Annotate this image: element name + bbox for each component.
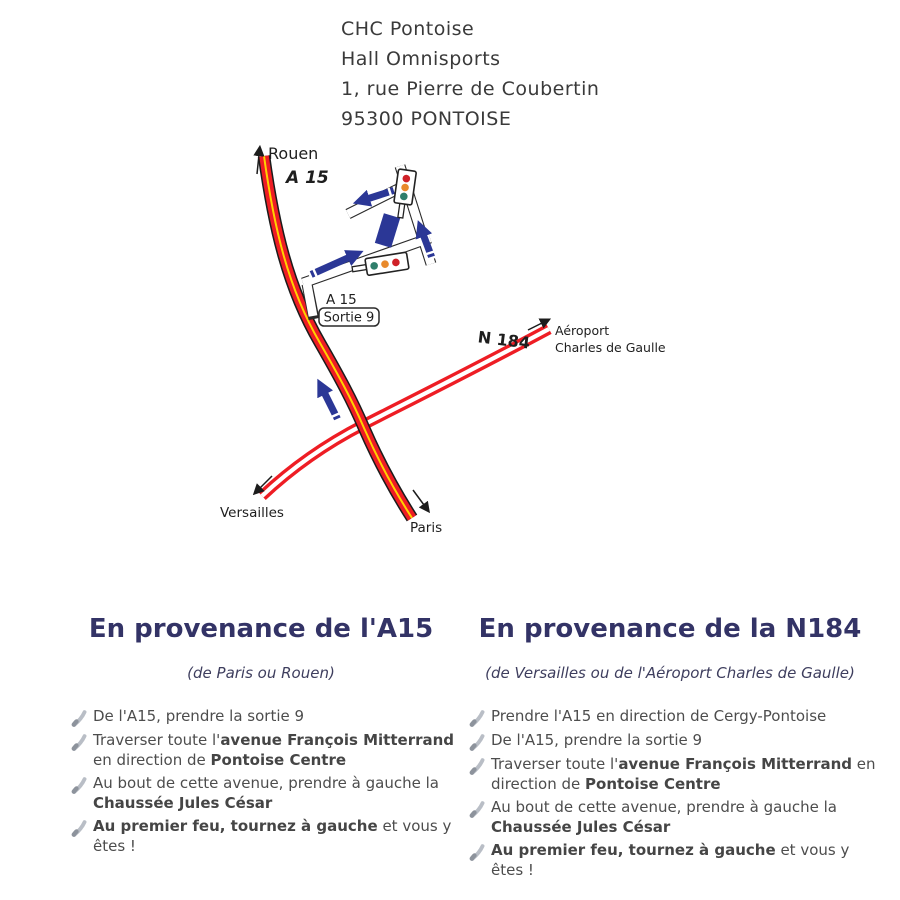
bullet-icon xyxy=(70,777,88,794)
directions-section xyxy=(0,613,900,884)
direction-step xyxy=(70,774,460,813)
label-sortie-9: Sortie 9 xyxy=(323,310,375,326)
label-a15-exit: A 15 xyxy=(326,292,357,308)
label-airport-line2: Charles de Gaulle xyxy=(555,340,666,355)
address-line-name: CHC Pontoise xyxy=(341,18,475,40)
access-map xyxy=(180,138,700,548)
label-rouen: Rouen xyxy=(268,144,319,163)
bullet-icon xyxy=(468,734,486,751)
direction-step-text: Prendre l'A15 en direction de Cergy-Pontoise xyxy=(491,707,827,725)
direction-step xyxy=(468,707,880,727)
address-line-street: 1, rue Pierre de Coubertin xyxy=(341,78,600,100)
directions-list-a15 xyxy=(62,707,460,856)
directions-column-n184 xyxy=(460,613,880,884)
direction-step xyxy=(468,731,880,751)
direction-step xyxy=(70,817,460,856)
bullet-icon xyxy=(468,844,486,861)
label-airport-line1: Aéroport xyxy=(555,323,610,338)
direction-step xyxy=(70,731,460,770)
directions-list-n184 xyxy=(460,707,880,880)
column-subtitle-n184: (de Versailles ou de l'Aéroport Charles de Gaulle) xyxy=(485,664,855,682)
direction-step xyxy=(70,707,460,727)
arrow-rouen xyxy=(257,155,259,174)
arrow-paris xyxy=(413,490,424,505)
column-title-a15: En provenance de l'A15 xyxy=(88,614,434,644)
direction-step-text: De l'A15, prendre la sortie 9 xyxy=(491,731,703,749)
direction-step-text: Au premier feu, tournez à gauche et vous y êtes ! xyxy=(491,841,850,879)
bullet-icon xyxy=(70,710,88,727)
direction-step-text: Au bout de cette avenue, prendre à gauche la Chaussée Jules César xyxy=(491,798,837,836)
label-versailles: Versailles xyxy=(220,505,284,521)
bullet-icon xyxy=(70,734,88,751)
bullet-icon xyxy=(468,758,486,775)
directions-column-a15 xyxy=(62,613,460,884)
direction-step-text: Traverser toute l'avenue François Mitterrand en direction de Pontoise Centre xyxy=(93,731,455,769)
direction-step xyxy=(468,798,880,837)
building-hall-omnisports xyxy=(375,213,400,248)
direction-step-text: De l'A15, prendre la sortie 9 xyxy=(93,707,305,725)
sortie-9-sign xyxy=(319,308,379,326)
address-line-hall: Hall Omnisports xyxy=(341,48,501,70)
route-arrow-a15-north xyxy=(324,392,339,421)
label-a15-top: A 15 xyxy=(286,168,329,188)
direction-step xyxy=(468,755,880,794)
bullet-icon xyxy=(70,820,88,837)
direction-step-text: Au bout de cette avenue, prendre à gauche la Chaussée Jules César xyxy=(93,774,439,812)
column-title-n184: En provenance de la N184 xyxy=(478,614,862,644)
column-subtitle-a15: (de Paris ou Rouen) xyxy=(187,664,335,682)
road-n184 xyxy=(262,329,549,496)
bullet-icon xyxy=(468,710,486,727)
bullet-icon xyxy=(468,801,486,818)
label-n184: N 184 xyxy=(476,327,532,353)
address-line-city: 95300 PONTOISE xyxy=(341,108,512,130)
direction-step-text: Au premier feu, tournez à gauche et vous y êtes ! xyxy=(93,817,452,855)
address-block xyxy=(341,14,599,134)
label-paris: Paris xyxy=(410,520,443,536)
road-a15 xyxy=(264,156,412,518)
direction-step xyxy=(468,841,880,880)
direction-step-text: Traverser toute l'avenue François Mitterrand en direction de Pontoise Centre xyxy=(491,755,876,793)
